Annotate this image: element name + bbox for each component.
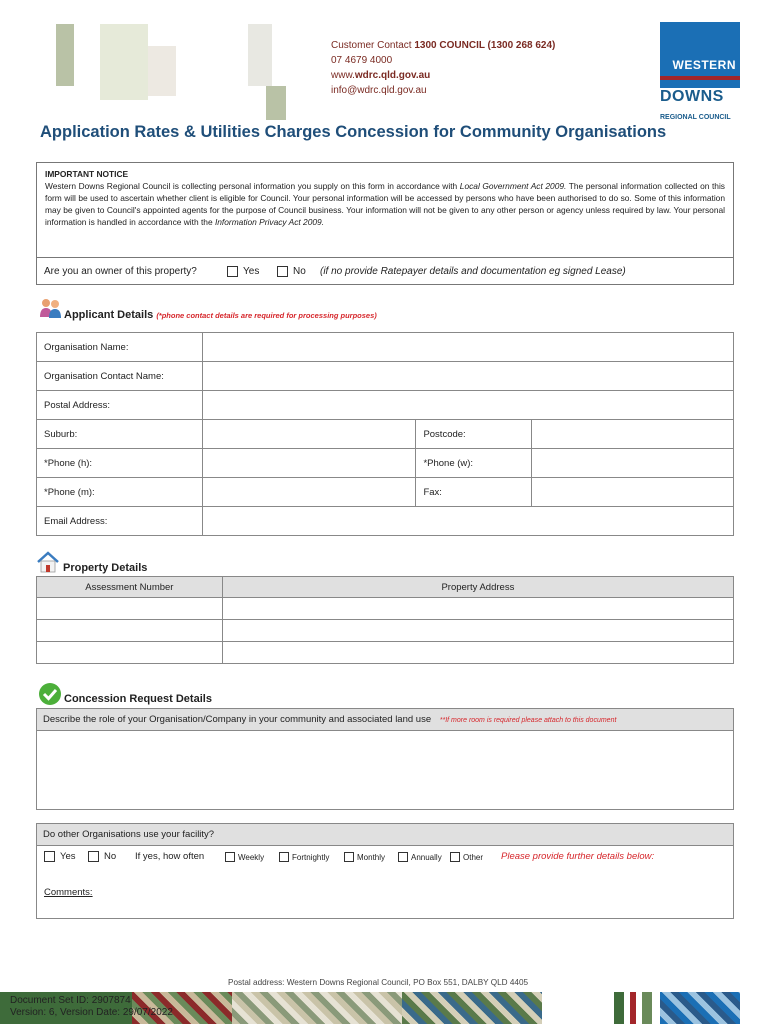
fortnightly-checkbox[interactable]: [279, 852, 289, 862]
owner-no-label: No: [293, 266, 306, 277]
checkmark-icon: [38, 682, 62, 706]
property-address-header: Property Address: [222, 577, 733, 598]
how-often-label: If yes, how often: [135, 851, 205, 862]
notice-text-a: Western Downs Regional Council is collecting personal information you supply on this form in accordance with: [45, 181, 460, 191]
important-notice: [36, 162, 734, 258]
assessment-number-header: Assessment Number: [37, 577, 223, 598]
concession-box: [36, 708, 734, 810]
council-logo: [660, 22, 740, 124]
further-details-note: Please provide further details below:: [501, 851, 655, 862]
property-address-cell[interactable]: [222, 598, 733, 620]
phone-h-field[interactable]: [202, 449, 416, 478]
people-icon: [38, 297, 64, 319]
contact-council-number: 1300 COUNCIL (1300 268 624): [414, 40, 556, 51]
logo-western: WESTERN: [672, 58, 736, 72]
applicant-table: [36, 332, 734, 536]
owner-question-row: [36, 257, 734, 285]
org-contact-label: Organisation Contact Name:: [37, 362, 203, 391]
email-label: Email Address:: [37, 507, 203, 536]
assessment-number-cell[interactable]: [37, 620, 223, 642]
org-name-label: Organisation Name:: [37, 333, 203, 362]
applicant-title: Applicant Details: [64, 309, 154, 321]
owner-no-checkbox[interactable]: [277, 266, 288, 277]
other-checkbox[interactable]: [450, 852, 460, 862]
contact-email: info@wdrc.qld.gov.au: [331, 85, 427, 96]
suburb-field[interactable]: [202, 420, 416, 449]
page-title: Application Rates & Utilities Charges Concession for Community Organisations: [40, 123, 667, 141]
notice-text-b: The personal information collected on this form will be used to ascertain whether client is eligible for Council. Your personal information will be accessed by persons who have been authorised to do so. Some of this information may be given to Council's appointed agents for the purpose of Council business. Your information will not be given to any other person or agency unless required by law. Your personal information is handled in accordance with the: [45, 181, 725, 227]
other-label: Other: [463, 853, 484, 862]
phone-m-field[interactable]: [202, 478, 416, 507]
contact-block: [331, 38, 555, 98]
table-row: [37, 642, 734, 664]
property-address-cell[interactable]: [222, 642, 733, 664]
concession-header: [37, 709, 733, 731]
owner-yes-checkbox[interactable]: [227, 266, 238, 277]
comments-label: Comments:: [44, 887, 93, 898]
monthly-label: Monthly: [357, 853, 386, 862]
property-section-title: Property Details: [63, 562, 148, 574]
contact-website: [331, 68, 555, 83]
document-set-id: Document Set ID: 2907874: [10, 995, 131, 1006]
table-row: [37, 420, 734, 449]
table-row: [37, 362, 734, 391]
facility-yes-label: Yes: [60, 851, 76, 862]
phone-w-field[interactable]: [532, 449, 734, 478]
concession-describe: Describe the role of your Organisation/Company in your community and associated land use: [43, 714, 432, 725]
owner-question: Are you an owner of this property?: [44, 266, 197, 277]
table-header-row: [37, 577, 734, 598]
table-row: [37, 391, 734, 420]
monthly-checkbox[interactable]: [344, 852, 354, 862]
property-address-cell[interactable]: [222, 620, 733, 642]
annually-label: Annually: [411, 853, 442, 862]
house-icon: [36, 551, 60, 573]
fortnightly-label: Fortnightly: [292, 853, 330, 862]
contact-phone: 07 4679 4000: [331, 55, 393, 66]
website-domain: wdrc.qld.gov.au: [354, 70, 431, 81]
owner-hint: (if no provide Ratepayer details and documentation eg signed Lease): [320, 266, 626, 277]
fax-label: Fax:: [416, 478, 532, 507]
table-row: [37, 333, 734, 362]
facility-box: [36, 823, 734, 919]
suburb-label: Suburb:: [37, 420, 203, 449]
table-row: [37, 449, 734, 478]
contact-line: [331, 38, 555, 53]
phone-m-label: *Phone (m):: [37, 478, 203, 507]
phone-w-label: *Phone (w):: [416, 449, 532, 478]
assessment-number-cell[interactable]: [37, 642, 223, 664]
notice-heading: IMPORTANT NOTICE: [45, 169, 129, 179]
document-version: Version: 6, Version Date: 29/07/2022: [10, 1007, 173, 1018]
footer-postal: Postal address: Western Downs Regional Council, PO Box 551, DALBY QLD 4405: [228, 978, 529, 987]
notice-text: [45, 180, 725, 228]
postcode-label: Postcode:: [416, 420, 532, 449]
property-table: [36, 576, 734, 664]
org-contact-field[interactable]: [202, 362, 733, 391]
annually-checkbox[interactable]: [398, 852, 408, 862]
phone-h-label: *Phone (h):: [37, 449, 203, 478]
table-row: [37, 478, 734, 507]
document-id-block: [10, 995, 173, 1019]
concession-description-field[interactable]: [37, 731, 733, 810]
email-field[interactable]: [202, 507, 733, 536]
org-name-field[interactable]: [202, 333, 733, 362]
postal-label: Postal Address:: [37, 391, 203, 420]
assessment-number-cell[interactable]: [37, 598, 223, 620]
owner-yes-label: Yes: [243, 266, 260, 277]
facility-question: Do other Organisations use your facility?: [37, 824, 733, 846]
fax-field[interactable]: [532, 478, 734, 507]
notice-act-local-government: Local Government Act 2009.: [459, 181, 567, 191]
table-row: [37, 507, 734, 536]
concession-section-title: Concession Request Details: [64, 693, 212, 705]
table-row: [37, 620, 734, 642]
contact-label: Customer Contact: [331, 40, 412, 51]
logo-downs: DOWNS: [660, 88, 724, 105]
applicant-section-heading: [64, 309, 377, 321]
website-prefix: www.: [331, 70, 355, 81]
facility-yes-checkbox[interactable]: [44, 851, 55, 862]
concession-note: **If more room is required please attach to this document: [439, 717, 617, 724]
weekly-checkbox[interactable]: [225, 852, 235, 862]
facility-no-checkbox[interactable]: [88, 851, 99, 862]
logo-regional-council: REGIONAL COUNCIL: [660, 114, 731, 121]
postal-field[interactable]: [202, 391, 733, 420]
notice-act-information-privacy: Information Privacy Act 2009.: [214, 217, 325, 227]
postcode-field[interactable]: [532, 420, 734, 449]
weekly-label: Weekly: [238, 853, 265, 862]
table-row: [37, 598, 734, 620]
logo-red-bar: [660, 76, 740, 80]
applicant-note: (*phone contact details are required for processing purposes): [156, 311, 377, 320]
facility-no-label: No: [104, 851, 117, 862]
